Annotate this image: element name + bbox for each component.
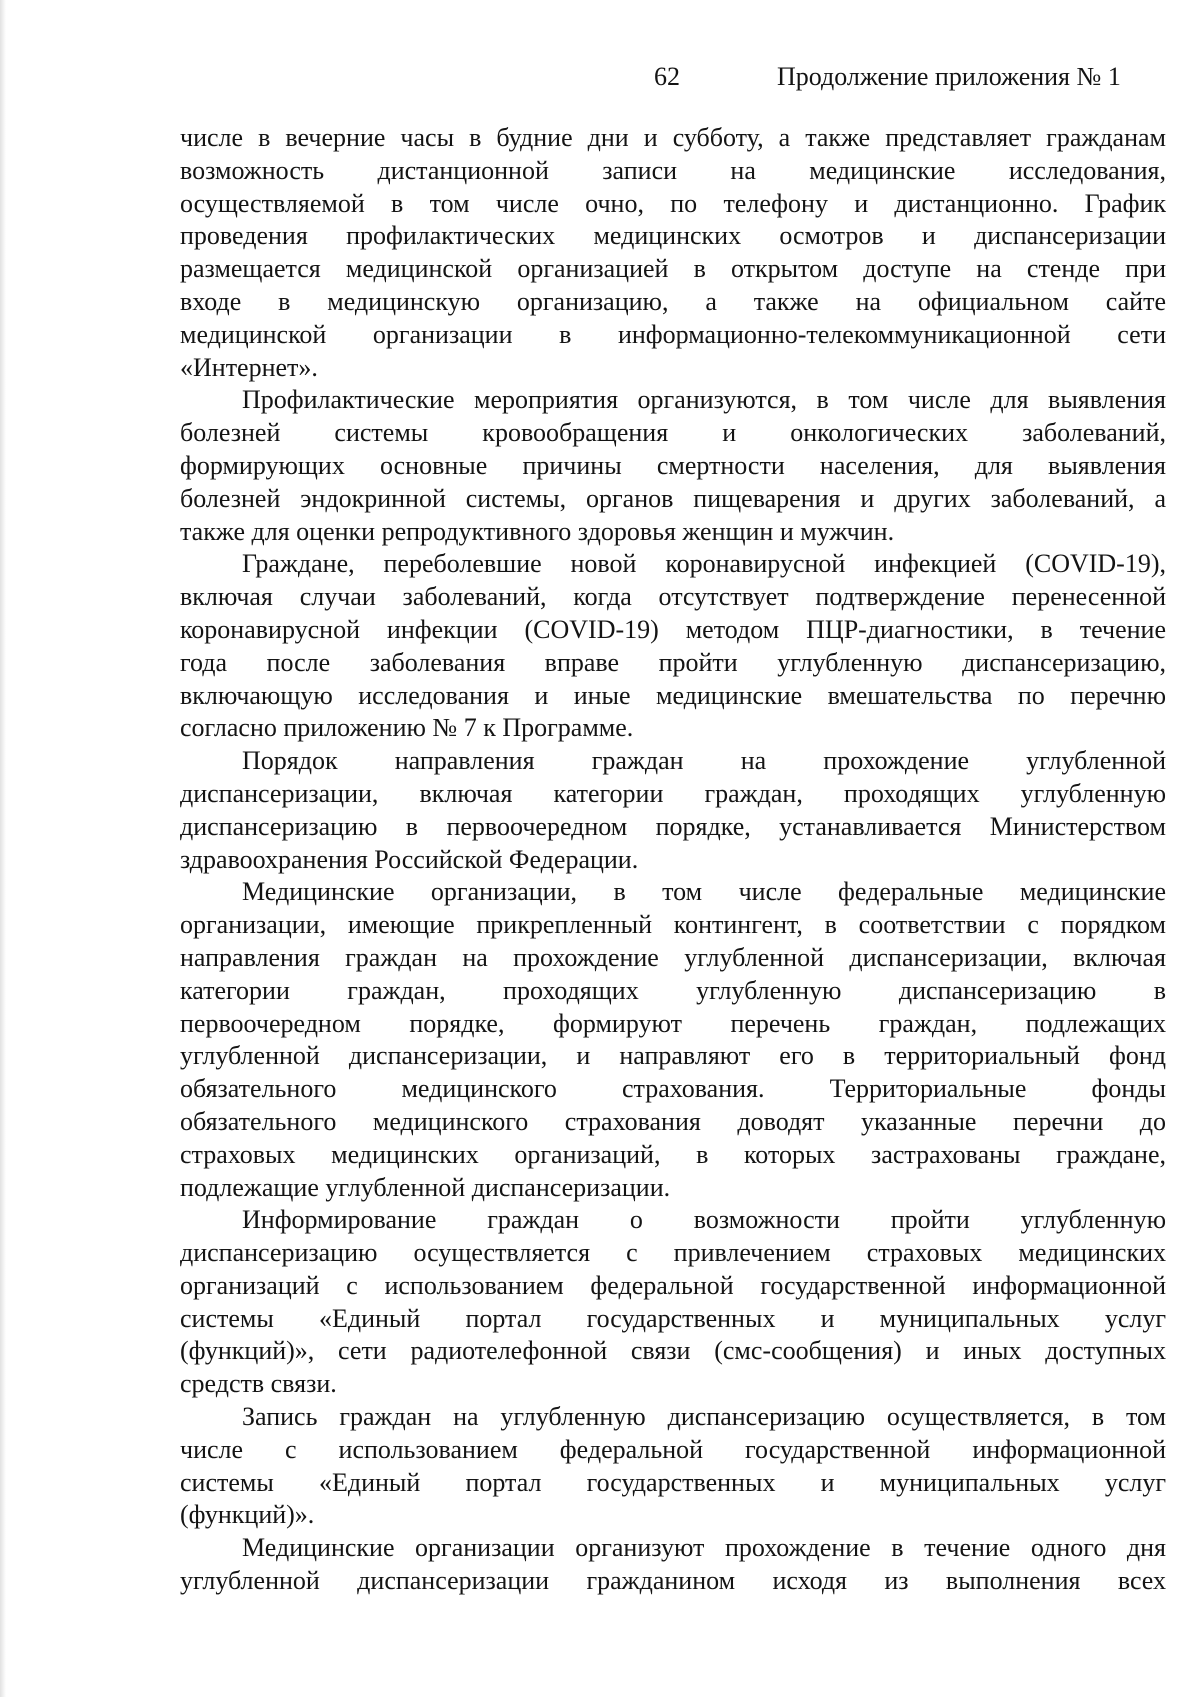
- text-line: страховых медицинских организаций, в которых застрахованы граждане,: [180, 1139, 1166, 1169]
- text-line: входе в медицинскую организацию, а также на официальном сайте: [180, 286, 1166, 316]
- text-line: организации, имеющие прикрепленный контингент, в соответствии с порядком: [180, 910, 1166, 940]
- text-line: здравоохранения Российской Федерации.: [180, 844, 639, 874]
- text-line: Медицинские организации организуют прохождение в течение одного дня: [242, 1533, 1166, 1563]
- text-line: числе с использованием федеральной государственной информационной: [180, 1434, 1166, 1464]
- text-line: «Интернет».: [180, 352, 318, 382]
- text-line: диспансеризацию в первоочередном порядке, устанавливается Министерством: [180, 811, 1166, 841]
- text-line: осуществляемой в том числе очно, по телефону и дистанционно. График: [180, 188, 1166, 218]
- text-line: углубленной диспансеризации гражданином исходя из выполнения всех: [180, 1566, 1166, 1596]
- text-line: Информирование граждан о возможности пройти углубленную: [242, 1205, 1166, 1235]
- text-line: средств связи.: [180, 1369, 337, 1399]
- text-line: диспансеризации, включая категории граждан, проходящих углубленную: [180, 778, 1166, 808]
- text-line: системы «Единый портал государственных и муниципальных услуг: [180, 1467, 1166, 1497]
- text-line: медицинской организации в информационно-телекоммуникационной сети: [180, 319, 1166, 349]
- text-line: (функций)», сети радиотелефонной связи (смс-сообщения) и иных доступных: [180, 1336, 1166, 1366]
- text-line: подлежащие углубленной диспансеризации.: [180, 1172, 671, 1202]
- text-line: согласно приложению № 7 к Программе.: [180, 713, 634, 743]
- text-line: возможность дистанционной записи на медицинские исследования,: [180, 155, 1166, 185]
- text-line: системы «Единый портал государственных и муниципальных услуг: [180, 1303, 1166, 1333]
- text-line: диспансеризацию осуществляется с привлечением страховых медицинских: [180, 1238, 1166, 1268]
- text-line: года после заболевания вправе пройти углубленную диспансеризацию,: [180, 647, 1166, 677]
- text-line: обязательного медицинского страхования. Территориальные фонды: [180, 1074, 1166, 1104]
- text-line: категории граждан, проходящих углубленную диспансеризацию в: [180, 975, 1166, 1005]
- text-line: проведения профилактических медицинских осмотров и диспансеризации: [180, 221, 1166, 251]
- scan-edge-shadow: [0, 0, 6, 1697]
- text-line: также для оценки репродуктивного здоровья женщин и мужчин.: [180, 516, 895, 546]
- text-line: обязательного медицинского страхования доводят указанные перечни до: [180, 1106, 1166, 1136]
- text-line: организаций с использованием федеральной государственной информационной: [180, 1270, 1166, 1300]
- page-header: [0, 62, 1200, 102]
- text-line: Граждане, переболевшие новой коронавирусной инфекцией (COVID-19),: [242, 549, 1166, 579]
- page-number: 62: [654, 62, 680, 91]
- text-line: (функций)».: [180, 1500, 315, 1530]
- body-text: [180, 122, 1166, 1598]
- text-line: Медицинские организации, в том числе федеральные медицинские: [242, 877, 1166, 907]
- text-line: размещается медицинской организацией в открытом доступе на стенде при: [180, 254, 1166, 284]
- text-line: первоочередном порядке, формируют перечень граждан, подлежащих: [180, 1008, 1166, 1038]
- text-line: включающую исследования и иные медицинские вмешательства по перечню: [180, 680, 1166, 710]
- text-line: углубленной диспансеризации, и направляют его в территориальный фонд: [180, 1041, 1166, 1071]
- text-line: болезней системы кровообращения и онкологических заболеваний,: [180, 418, 1166, 448]
- running-title: Продолжение приложения № 1: [777, 62, 1121, 91]
- text-line: Профилактические мероприятия организуются, в том числе для выявления: [242, 385, 1166, 415]
- text-line: Порядок направления граждан на прохождение углубленной: [242, 746, 1166, 776]
- text-line: Запись граждан на углубленную диспансеризацию осуществляется, в том: [242, 1402, 1166, 1432]
- text-line: формирующих основные причины смертности населения, для выявления: [180, 450, 1166, 480]
- text-line: включая случаи заболеваний, когда отсутствует подтверждение перенесенной: [180, 582, 1166, 612]
- text-line: числе в вечерние часы в будние дни и субботу, а также представляет гражданам: [180, 123, 1166, 152]
- text-line: болезней эндокринной системы, органов пищеварения и других заболеваний, а: [180, 483, 1166, 513]
- text-line: коронавирусной инфекции (COVID-19) методом ПЦР-диагностики, в течение: [180, 614, 1166, 644]
- text-line: направления граждан на прохождение углубленной диспансеризации, включая: [180, 942, 1166, 972]
